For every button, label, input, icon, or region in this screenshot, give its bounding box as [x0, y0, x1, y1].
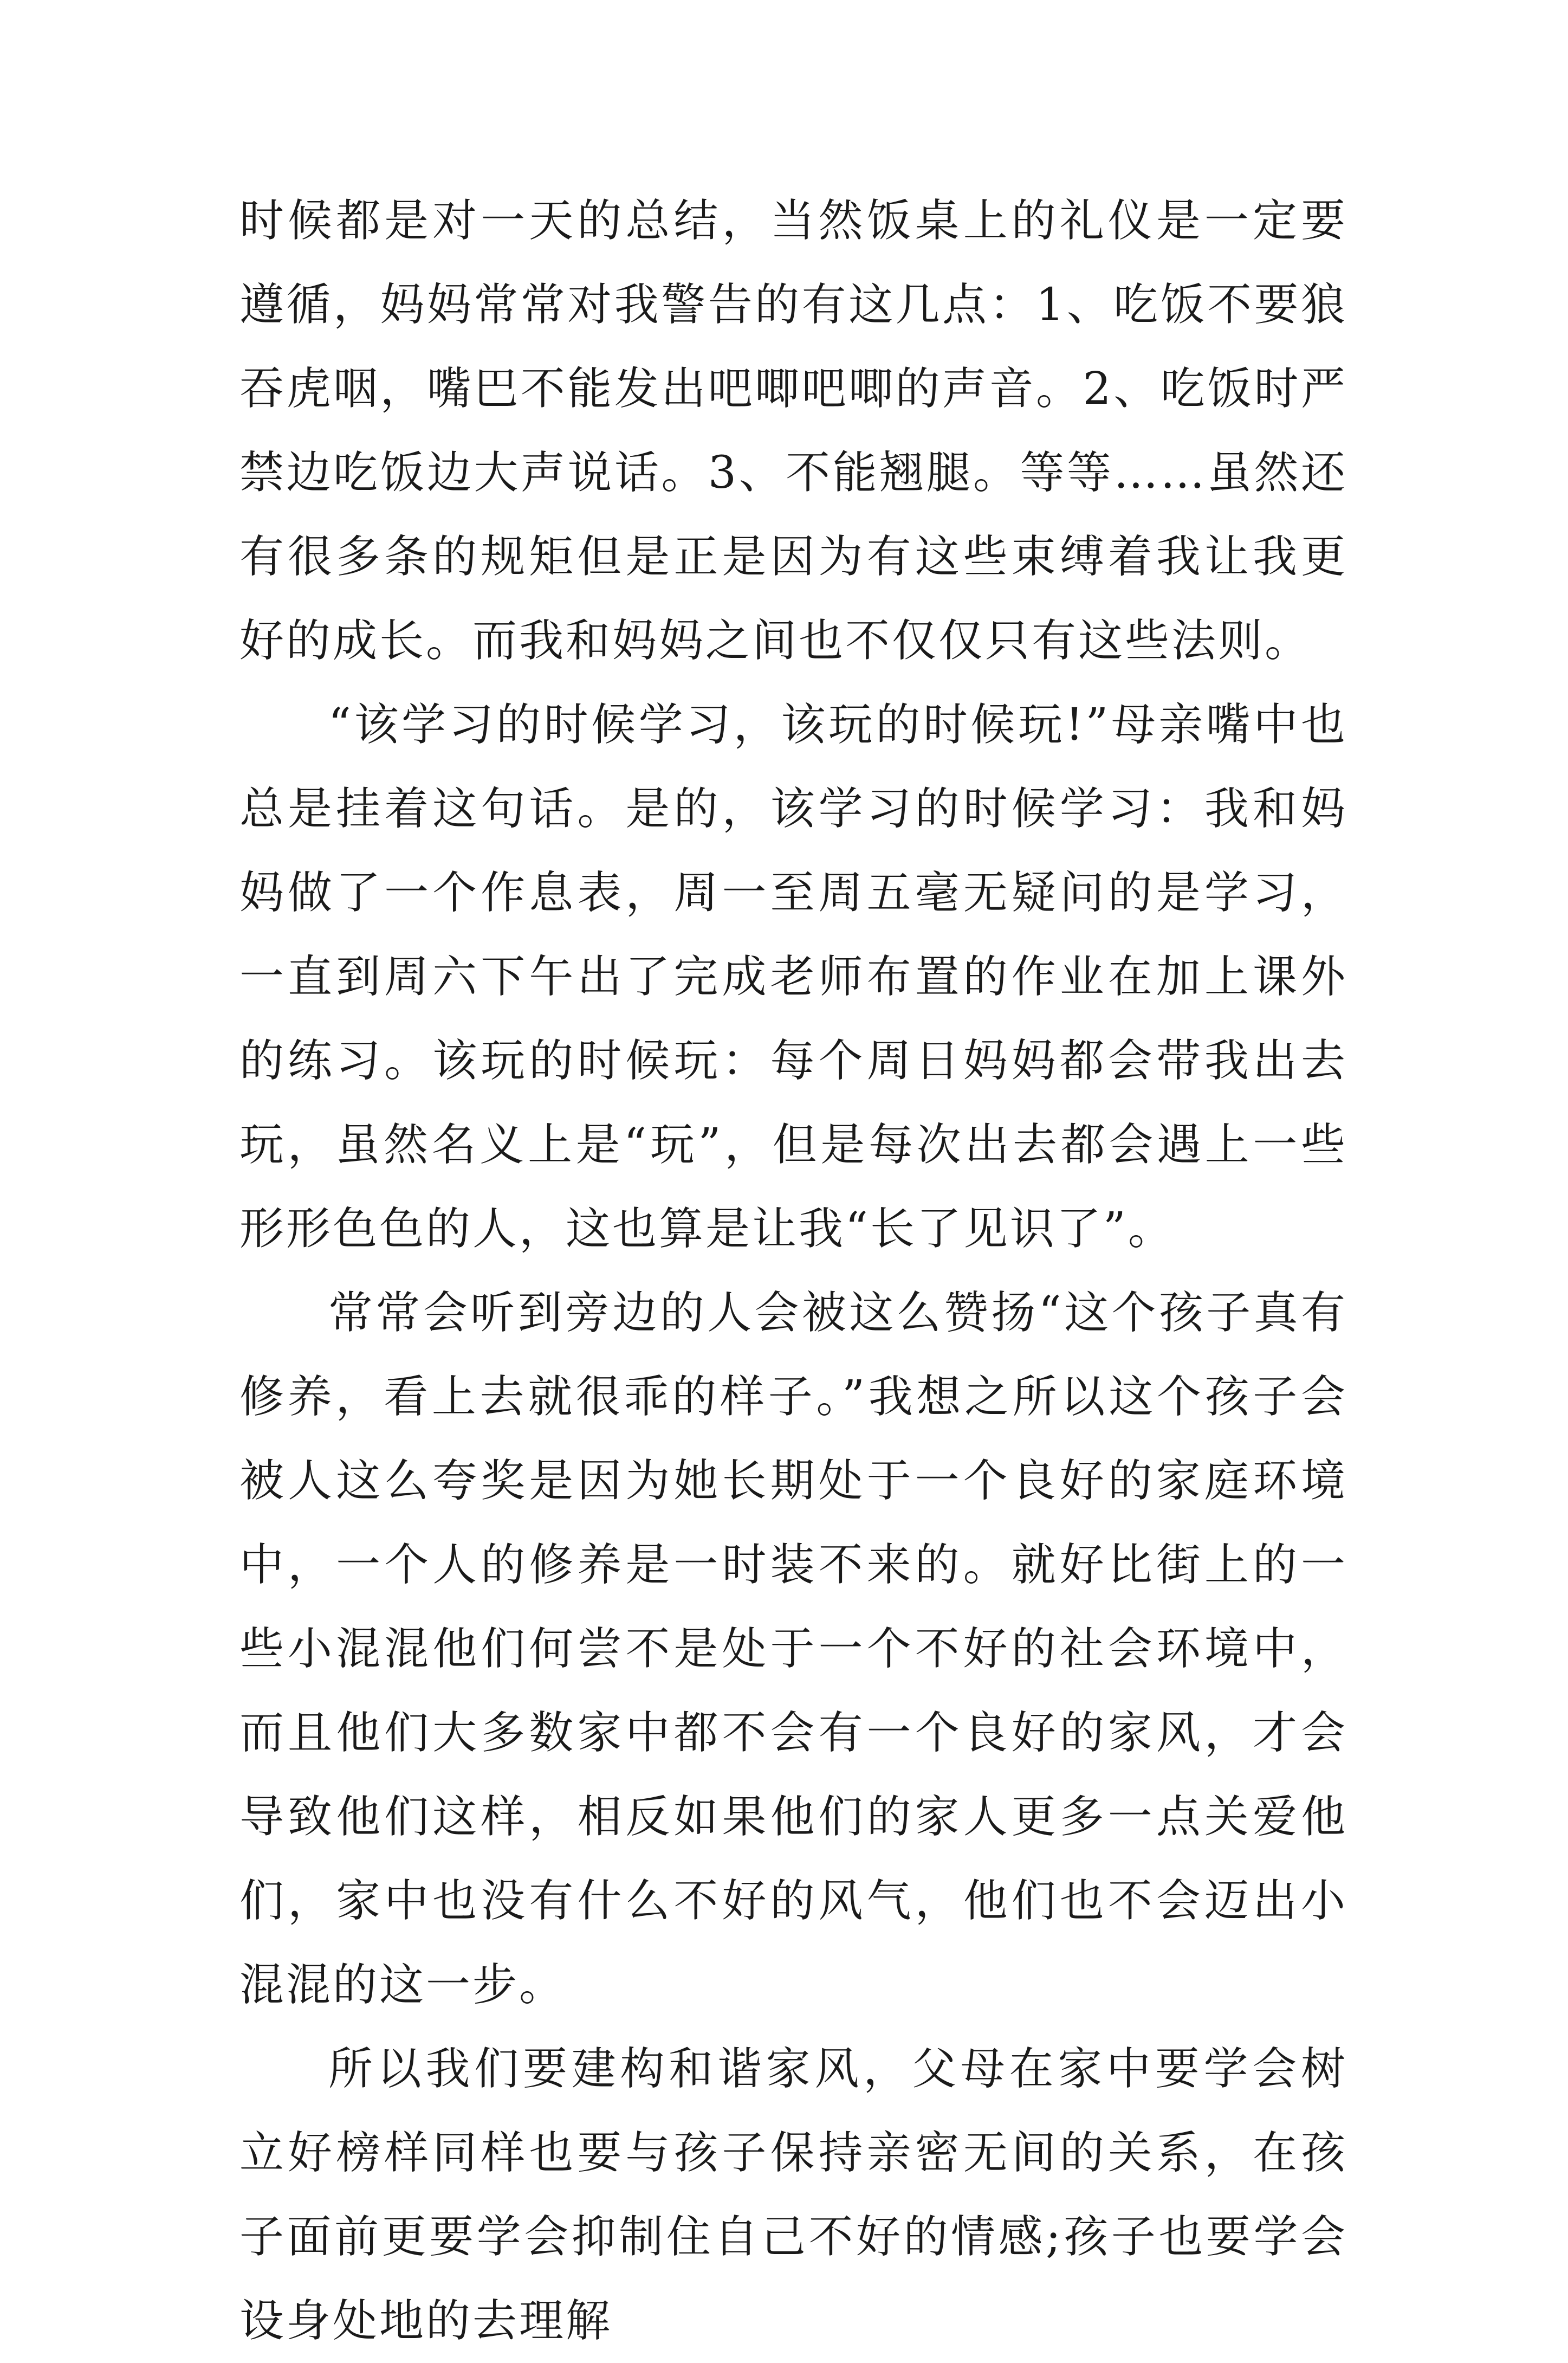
body-text: [239, 179, 1347, 2363]
paragraph-2: “该学习的时候学习，该玩的时候玩!”母亲嘴中也总是挂着这句话。是的，该学习的时候学习：我和妈妈做了一个作息表，周一至周五毫无疑问的是学习，一直到周六下午出了完成老师布置的作业在加上课外的练习。该玩的时候玩：每个周日妈妈都会带我出去玩，虽然名义上是“玩”，但是每次出去都会遇上一些形形色色的人，这也算是让我“长了见识了”。: [239, 699, 1347, 1255]
paragraph-1: 时候都是对一天的总结，当然饭桌上的礼仪是一定要遵循，妈妈常常对我警告的有这几点：1、吃饭不要狼吞虎咽，嘴巴不能发出吧唧吧唧的声音。2、吃饭时严禁边吃饭边大声说话。3、不能翘腿。等等……虽然还有很多条的规矩但是正是因为有这些束缚着我让我更好的成长。而我和妈妈之间也不仅仅只有这些法则。: [239, 195, 1347, 667]
paragraph-3: 常常会听到旁边的人会被这么赞扬“这个孩子真有修养，看上去就很乖的样子。”我想之所以这个孩子会被人这么夸奖是因为她长期处于一个良好的家庭环境中，一个人的修养是一时装不来的。就好比街上的一些小混混他们何尝不是处于一个不好的社会环境中，而且他们大多数家中都不会有一个良好的家风，才会导致他们这样，相反如果他们的家人更多一点关爱他们，家中也没有什么不好的风气，他们也不会迈出小混混的这一步。: [239, 1287, 1347, 2011]
paragraph-4: 所以我们要建构和谐家风，父母在家中要学会树立好榜样同样也要与孩子保持亲密无间的关系，在孩子面前更要学会抑制住自己不好的情感;孩子也要学会设身处地的去理解: [239, 2043, 1347, 2347]
